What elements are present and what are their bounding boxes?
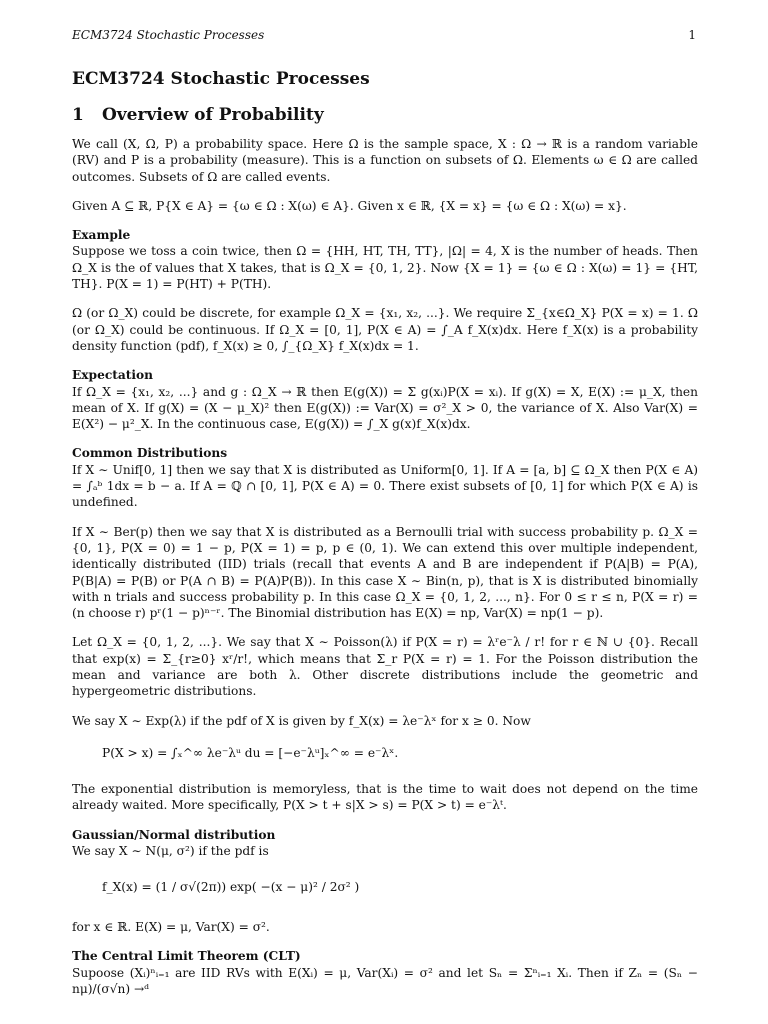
expectation-block xyxy=(72,367,698,432)
example-heading: Example xyxy=(72,228,131,243)
gaussian-block xyxy=(72,827,698,860)
page-number: 1 xyxy=(688,28,696,42)
memoryless-paragraph: The exponential distribution is memoryless, that is the time to wait does not depend on the time already waited. More specifically, P(X > t + s|X > s) = P(X > t) = e⁻λᵗ. xyxy=(72,781,698,813)
uniform-paragraph: If X ∼ Unif[0, 1] then we say that X is distributed as Uniform[0, 1]. If A = [a, b] ⊆ Ω_X then P(X ∈ A) = ∫ₐᵇ 1dx = b − a. If A = ℚ ∩ [0, 1], P(X ∈ A) = 0. There exist subsets of [0, 1] for which P(X ∈ A) is undefined. xyxy=(72,462,698,510)
discrete-paragraph: Ω (or Ω_X) could be discrete, for example Ω_X = {x₁, x₂, ...}. We require Σ_{x∈Ω_X} P(X = x) = 1. Ω (or Ω_X) could be continuous. If Ω_X = [0, 1], P(X ∈ A) = ∫_A f_X(x)dx. Here f_X(x) is a probability density function (pdf), f_X(x) ≥ 0, ∫_{Ω_X} f_X(x)dx = 1. xyxy=(72,306,698,353)
section-heading xyxy=(72,104,698,126)
exponential-intro: We say X ∼ Exp(λ) if the pdf of X is given by f_X(x) = λe⁻λˣ for x ≥ 0. Now xyxy=(72,713,531,728)
common-distributions-block xyxy=(72,445,698,510)
gaussian-heading: Gaussian/Normal distribution xyxy=(72,827,276,842)
example-block xyxy=(72,227,698,292)
running-title: ECM3724 Stochastic Processes xyxy=(72,28,265,42)
clt-block xyxy=(72,948,698,997)
gaussian-intro: We say X ∼ N(μ, σ²) if the pdf is xyxy=(72,843,269,858)
gaussian-after: for x ∈ ℝ. E(X) = μ, Var(X) = σ². xyxy=(72,920,270,935)
document-title: ECM3724 Stochastic Processes xyxy=(72,69,370,89)
running-header xyxy=(72,28,696,42)
gaussian-formula: f_X(x) = (1 / σ√(2π)) exp( −(x − μ)² / 2σ² ) xyxy=(102,880,360,895)
expectation-paragraph: If Ω_X = {x₁, x₂, ...} and g : Ω_X → ℝ then E(g(X)) = Σ g(xᵢ)P(X = xᵢ). If g(X) = X, E(X) := μ_X, then mean of X. If g(X) = (X − μ_X)² then E(g(X)) := Var(X) = σ²_X > 0, the variance of X. Also Var(X) = E(X²) − μ²_X. In the continuous case, E(g(X)) = ∫_X g(x)f_X(x)dx. xyxy=(72,384,698,432)
example-paragraph: Suppose we toss a coin twice, then Ω = {HH, HT, TH, TT}, |Ω| = 4, X is the number of heads. Then Ω_X is the of values that X takes, that is Ω_X = {0, 1, 2}. Now {X = 1} = {ω ∈ Ω : X(ω) = 1} = {HT, TH}. P(X = 1) = P(HT) + P(TH). xyxy=(72,244,698,292)
page-body xyxy=(72,64,698,1010)
section-number: 1 xyxy=(72,105,84,125)
common-distributions-heading: Common Distributions xyxy=(72,446,228,461)
clt-heading: The Central Limit Theorem (CLT) xyxy=(72,949,301,964)
exponential-formula: P(X > x) = ∫ₓ^∞ λe⁻λᵘ du = [−e⁻λᵘ]ₓ^∞ = e⁻λˣ. xyxy=(102,745,399,760)
section-title: Overview of Probability xyxy=(102,105,324,125)
clt-paragraph: Supoose (Xᵢ)ⁿᵢ₌₁ are IID RVs with E(Xᵢ) = μ, Var(Xᵢ) = σ² and let Sₙ = Σⁿᵢ₌₁ Xᵢ. Then if Zₙ = (Sₙ − nμ)/(σ√n) →ᵈ xyxy=(72,965,698,996)
given-paragraph: Given A ⊆ ℝ, P{X ∈ A} = {ω ∈ Ω : X(ω) ∈ A}. Given x ∈ ℝ, {X = x} = {ω ∈ Ω : X(ω) = x}. xyxy=(72,198,627,213)
intro-paragraph: We call (X, Ω, P) a probability space. Here Ω is the sample space, X : Ω → ℝ is a random variable (RV) and P is a probability (measure). This is a function on subsets of Ω. Elements ω ∈ Ω are called outcomes. Subsets of Ω are called events. xyxy=(72,137,698,184)
bernoulli-paragraph: If X ∼ Ber(p) then we say that X is distributed as a Bernoulli trial with success probability p. Ω_X = {0, 1}, P(X = 0) = 1 − p, P(X = 1) = p, p ∈ (0, 1). We can extend this over multiple independent, identically distributed (IID) trials (recall that events A and B are independent if P(A|B) = P(A), P(B|A) = P(B) or P(A ∩ B) = P(A)P(B)). In this case X ∼ Bin(n, p), that is X is distributed binomially with n trials and success probability p. In this case Ω_X = {0, 1, 2, ..., n}. For 0 ≤ r ≤ n, P(X = r) = (n choose r) pʳ(1 − p)ⁿ⁻ʳ. The Binomial distribution has E(X) = np, Var(X) = np(1 − p). xyxy=(72,524,698,621)
poisson-paragraph: Let Ω_X = {0, 1, 2, ...}. We say that X ∼ Poisson(λ) if P(X = r) = λʳe⁻λ / r! for r ∈ ℕ ∪ {0}. Recall that exp(x) = Σ_{r≥0} xʳ/r!, which means that Σ_r P(X = r) = 1. For the Poisson distribution the mean and variance are both λ. Other discrete distributions include the geometric and hypergeometric distributions. xyxy=(72,635,698,699)
expectation-heading: Expectation xyxy=(72,368,154,383)
